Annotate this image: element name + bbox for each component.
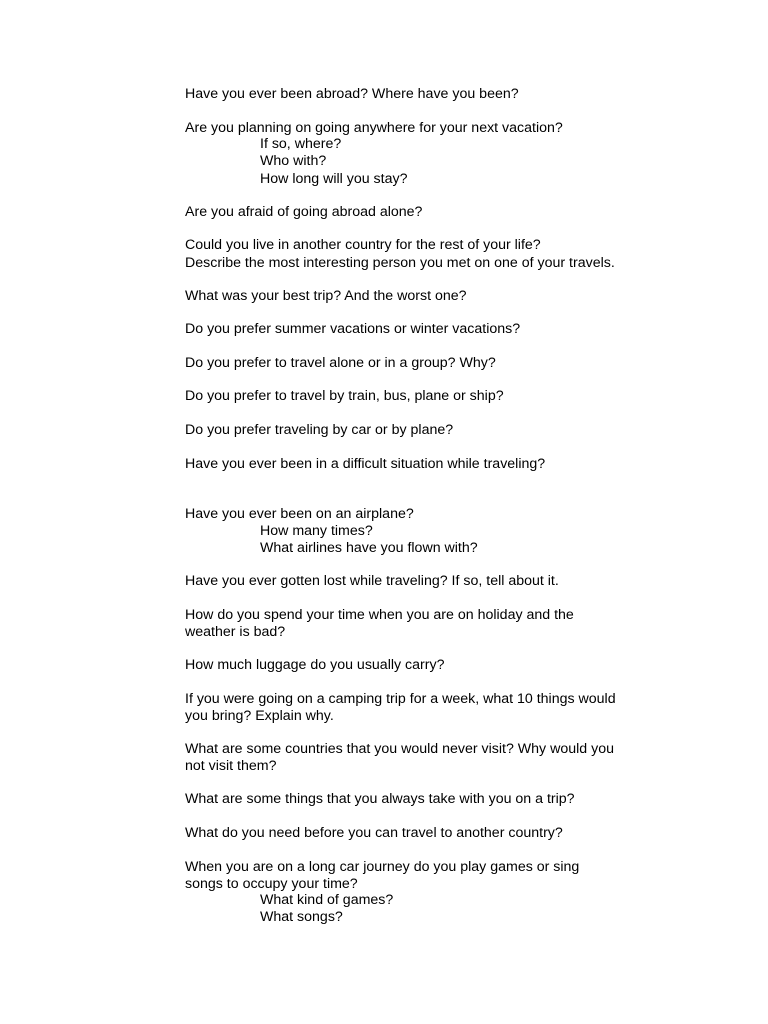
- question-line: Are you planning on going anywhere for your next vacation?: [185, 120, 563, 136]
- sub-question-line: How long will you stay?: [260, 171, 408, 187]
- question-line: Have you ever been abroad? Where have you been?: [185, 86, 519, 102]
- sub-question-line: Who with?: [260, 153, 327, 169]
- question-line: If you were going on a camping trip for a week, what 10 things would: [185, 691, 616, 707]
- question-line: How much luggage do you usually carry?: [185, 657, 445, 673]
- question-line: Do you prefer summer vacations or winter vacations?: [185, 321, 521, 337]
- question-line: Have you ever been on an airplane?: [185, 506, 414, 522]
- question-line: Do you prefer to travel alone or in a group? Why?: [185, 355, 496, 371]
- question-line: Are you afraid of going abroad alone?: [185, 204, 423, 220]
- question-line: Describe the most interesting person you met on one of your travels.: [185, 255, 615, 271]
- question-line: What was your best trip? And the worst one?: [185, 288, 467, 304]
- sub-question-line: How many times?: [260, 523, 373, 539]
- question-line: Have you ever gotten lost while traveling? If so, tell about it.: [185, 573, 559, 589]
- sub-question-line: What songs?: [260, 909, 343, 925]
- sub-question-line: If so, where?: [260, 136, 342, 152]
- question-line: Have you ever been in a difficult situation while traveling?: [185, 456, 546, 472]
- question-line: Could you live in another country for the rest of your life?: [185, 237, 541, 253]
- question-line: What do you need before you can travel to another country?: [185, 825, 563, 841]
- question-line: How do you spend your time when you are on holiday and the: [185, 607, 574, 623]
- question-line: What are some countries that you would never visit? Why would you: [185, 741, 614, 757]
- question-line: you bring? Explain why.: [185, 708, 334, 724]
- question-line: When you are on a long car journey do you play games or sing: [185, 859, 580, 875]
- sub-question-line: What kind of games?: [260, 892, 394, 908]
- question-line: songs to occupy your time?: [185, 876, 358, 892]
- question-line: What are some things that you always take with you on a trip?: [185, 791, 575, 807]
- question-line: not visit them?: [185, 758, 277, 774]
- sub-question-line: What airlines have you flown with?: [260, 540, 478, 556]
- question-line: Do you prefer to travel by train, bus, plane or ship?: [185, 388, 504, 404]
- question-line: Do you prefer traveling by car or by plane?: [185, 422, 454, 438]
- question-line: weather is bad?: [185, 624, 286, 640]
